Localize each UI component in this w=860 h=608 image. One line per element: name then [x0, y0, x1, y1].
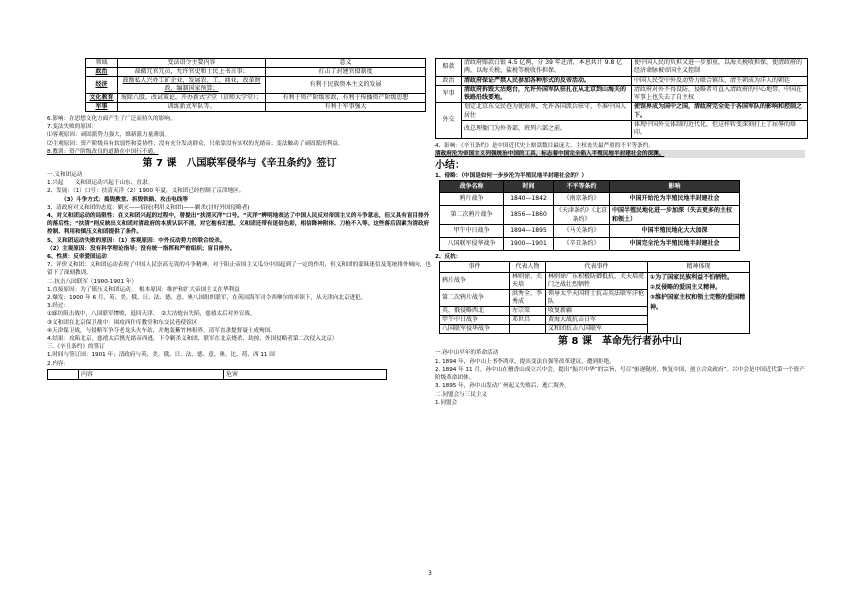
lesson7-body [47, 171, 432, 368]
table-cell: 领导太平天国将士抗击英法联军洋枪队 [546, 290, 648, 307]
table-cell: 军事 [436, 85, 462, 103]
table-row [86, 77, 426, 94]
text-line: 三.《辛丑条约》的签订 [47, 344, 105, 351]
table-cell: 训练新式军队等。 [118, 103, 266, 112]
text-line: 1.同盟会 [435, 399, 458, 406]
table-cell [510, 325, 546, 334]
resistance-table [439, 261, 750, 334]
table-cell: 1894—1895 [504, 225, 554, 238]
text-line: 二.同盟会与三民主义 [435, 391, 488, 398]
table-cell: 义和团抗击八国联军 [546, 325, 648, 334]
text-line: 4.结果：攻陷北京，慈禧太后携光绪帝西逃，下令剿杀义和团，联军在北京烧杀、劫掠，外国侵略者第二次侵入北京） [47, 336, 338, 343]
table-cell: 政治 [436, 76, 462, 85]
table-cell: 裁撤冗官冗员，允许官吏和士民上书言事； [118, 68, 266, 77]
text-line: 一.义和团运动 [47, 172, 83, 179]
table-header: 代表人物 [510, 262, 546, 273]
table-cell: 有利于资产阶级参政，有利于传播资产阶级思想 [266, 94, 426, 103]
table-cell: 邓世昌 [510, 316, 546, 325]
table-cell: 林则徐广东积极防御抵抗、关天培虎门之战壮烈牺牲 [546, 273, 648, 290]
table-header: 时间 [504, 181, 554, 193]
table-cell: 英、俄侵略西北 [440, 307, 510, 316]
table-cell: 《南京条约》 [554, 193, 610, 206]
wars-table [439, 180, 740, 251]
table-row [86, 94, 426, 103]
table-header: 事件 [440, 262, 510, 273]
text-line: 2.内容： [47, 360, 70, 367]
table-cell: 鸦片战争 [440, 193, 504, 206]
lesson8-body [435, 349, 805, 406]
table-cell: 划定北京东交民巷为使馆界，允许各国派兵驻守，不准中国人居住 [462, 103, 632, 121]
text-line: 6、性质：反帝爱国运动 [47, 254, 107, 261]
text-line: 一.孙中山早年的革命活动 [435, 350, 499, 357]
table-row [440, 193, 740, 206]
table-row [440, 238, 740, 251]
text-line: 1. 1894 年，孙中山上书李鸿章，提出变法自强等改革建议，遭到拒绝。 [435, 358, 615, 365]
text-line: 5、义和团运动失败的原因：（1）客观原因：中外反动势力的联合绞杀。 [47, 237, 226, 244]
table-header-row [440, 262, 750, 273]
table-cell: 第二次鸦片战争 [440, 290, 510, 307]
table-cell: 《辛丑条约》 [554, 238, 610, 251]
table-header: 危害 [224, 369, 387, 379]
text-line: 二.抗击八国联军（1900-1901 年） [47, 278, 137, 285]
table-cell: 有利于民族资本主义的发展 [266, 77, 426, 94]
text-line: 2、发展：（1）口号：扶清灭洋（2）1900 年夏，义和团已经控制了京津地区。 [47, 188, 245, 195]
text-line: 2.爆发：1900 年 6 月，英、美、俄、日、法、德、意、奥八国组织联军，在英国海军司令西摩尔的率领下，从天津向北京进犯。 [47, 295, 367, 302]
table-row [436, 76, 808, 85]
table-header-row [86, 59, 426, 68]
table-row [86, 68, 426, 77]
treaty-content-table [47, 369, 387, 380]
table-cell: 甲午中日战争 [440, 225, 504, 238]
reform-table [85, 58, 426, 112]
text-line: 清政府沦为帝国主义列强统治中国的工具，标志着中国完全陷入半殖民地半封建社会的深渊。 [435, 150, 805, 158]
table-header: 不平等条约 [554, 181, 610, 193]
table-cell: 鼓励私人兴办工矿企业，发展农、工、商业，改革财政，编制国家预算； [118, 77, 266, 94]
table-row [436, 103, 808, 121]
right-column [435, 58, 805, 407]
text-line: 4、影响：《辛丑条约》是中国近代史上赔款数目最庞大、主权丧失最严重的不平等条约。 [435, 142, 654, 149]
text-line: 7、评价义和团：义和团运动表现了中国人民崇高无畏的斗争精神，对于阻止帝国主义瓜分中国起到了一定的作用，但义和团的蒙昧迷信及笼统排外倾向，也留下了深刻教训。 [47, 262, 431, 277]
table-cell: 清政府拆毁大沽炮台，允许外国军队驻扎在从北京到山海关的铁路沿线要地。 [462, 85, 632, 103]
text-line: 3. 1895 年，孙中山发动广州起义失败后，逃亡海外。 [435, 383, 571, 390]
table-row [436, 85, 808, 103]
table-cell: 林则徐、关天培 [510, 273, 546, 290]
table-cell: 1856—1860 [504, 206, 554, 225]
table-cell: 洪秀全、李秀成 [510, 290, 546, 307]
lesson8-title: 第 8 课 革命先行者孙中山 [558, 336, 682, 348]
table-cell: 有利于军事强大 [266, 103, 426, 112]
table-cell: 《天津条约》《北京条约》 [554, 206, 610, 225]
table-cell: 外交 [436, 103, 462, 138]
table-cell: 打击了封建官僚制度 [266, 68, 426, 77]
text-line: 6.影响：在思想文化方面产生了广泛而持久的影响。 [47, 116, 176, 122]
table-cell: 经济 [86, 77, 118, 94]
left-column [47, 58, 432, 380]
table-cell: 左宗棠 [510, 307, 546, 316]
table-row [436, 121, 808, 139]
table-cell: 中国半殖民地化进一步加深（失去更多的主权和领土） [610, 206, 740, 225]
table-cell: 中国人民受中外反动势力联合镇压，清王朝成为洋人的朝廷 [632, 76, 808, 85]
table-cell [48, 369, 79, 379]
text-line: ④天津保卫战，与侵略军争夺老龙头火车站，并炮轰紫竹林租界，清军直隶提督聂士成殉国。 [47, 327, 276, 334]
spirit-cell [648, 273, 750, 334]
table-header: 变法诏令主要内容 [118, 59, 266, 68]
table-header: 战争名称 [440, 181, 504, 193]
table-cell: 废除八股，改试策论，开办新式学堂（京师大学堂）； [118, 94, 266, 103]
text-line: ①廊坊阻击战中，八国联军惨败，退回天津。 ②大沽炮台失陷，慈禧太后对外宣战。 [47, 311, 256, 318]
table-cell: 甲午中日战争 [440, 316, 510, 325]
spirit-line: ①为了国家民族利益不怕牺牲。 [650, 274, 734, 282]
text-line: 2、反抗： [435, 254, 462, 261]
page-number: 3 [428, 570, 432, 577]
table-cell: 中国开始沦为半殖民地半封建社会 [610, 193, 740, 206]
table-cell: 中国半殖民地化大大加深 [610, 225, 740, 238]
table-cell: 清政府赔款白银 4.5 亿两，分 39 年还清，本息共计 9.8 亿两，以海关税、盐税等税收作担保。 [462, 59, 632, 77]
table-cell: 改总理衙门为外务部，班列六部之前。 [462, 121, 632, 139]
text-line: 4、对义和团运动的局限性：在义和团兴起的过程中，曾提出“扶清灭洋”口号。“灭洋”辨明地表达了中国人民反对帝国主义的斗争意志，但又具有盲目排外的落后性；“扶清”则反映出义和团对清政府的本质认识不清，对它抱有幻想。义和团还带有迷信色彩，相信降神附体、刀枪不入等。这些落后因素为清政府控制、利用和镇压义和团提供了条件。 [47, 213, 430, 236]
text-line: 3、清政府对义和团的态度：剿灭——招抚(利用义和团)——剿杀(讨好外国侵略者) [47, 204, 250, 211]
table-header: 精神体现 [648, 262, 750, 273]
text-line: 2. 1894 年 11 月，孙中山在檀香山成立兴中会，提出“振兴中华”的宗旨，号召“驱逐鞑虏，恢复中国，创立合众政府”。兴中会是中国近代第一个资产阶级革命团体。 [435, 366, 805, 382]
table-cell: 中国完全沦为半殖民地半封建社会 [610, 238, 740, 251]
table-cell: 1900—1901 [504, 238, 554, 251]
table-cell: 1840—1842 [504, 193, 554, 206]
table-row [436, 59, 808, 77]
treaty-table [435, 58, 808, 139]
table-row [86, 103, 426, 112]
text-line: ③义和团在北京保卫战中：围攻西什库教堂和东交民巷使馆区 [47, 319, 198, 326]
table-cell: 使中国人民的负担又进一步加重，以海关税收担保，使清政府的经济命脉被帝国主义控制 [632, 59, 808, 77]
table-cell: 清政府保证严禁人民参加各种形式的反帝活动。 [462, 76, 632, 85]
text-line: （2）主观原因：没有科学理论指导；没有统一指挥和严密组织；盲目排外。 [47, 245, 236, 252]
table-cell: 黄海大战抗击日军 [546, 316, 648, 325]
text-line: 1.兴起 义和团运动兴起于山东、直隶。 [47, 180, 154, 187]
table-row [440, 225, 740, 238]
text-line: ⑵主观原因：资产阶级具有软弱性和妥协性；没有充分发动群众，只依靠没有实权的光绪帝；变法触动了顽固派的利益。 [47, 140, 344, 147]
table-cell: 收复新疆 [546, 307, 648, 316]
table-cell: 政治 [86, 68, 118, 77]
spirit-line: ②反侵略的爱国主义精神。 [650, 284, 722, 292]
table-row [440, 273, 750, 290]
table-cell: 使馆界成为国中之国，清政府完全处于各国军队的影响和控制之下。 [632, 103, 808, 121]
table-header: 影响 [610, 181, 740, 193]
table-cell: 体现中国外交体制的近代化，但这样转变深刻打上了屈辱的烙印。 [632, 121, 808, 139]
table-header: 领域 [86, 59, 118, 68]
text-line: （3）斗争方式：捣毁教堂、拆毁铁路、攻击电线等 [47, 196, 188, 203]
text-line: 1.直接原因：为了镇压义和团运动。 根本原因：维护和扩大帝国主义在华利益 [47, 286, 240, 293]
table-cell: 清政府对外不得设防，侵略者可直入清政府的中心地带，中国在军事上也失去了自主权 [632, 85, 808, 103]
table-cell: 第二次鸦片战争 [440, 206, 504, 225]
table-cell: 八国联军侵华战争 [440, 238, 504, 251]
text-line: 7.变法失败的原因： [47, 124, 98, 131]
lesson7-title: 第 7 课 八国联军侵华与《辛丑条约》签订 [142, 158, 337, 170]
table-row [440, 206, 740, 225]
spirit-line: ③维护国家主权和领土完整的爱国精神。 [650, 294, 746, 312]
table-header: 内容 [79, 369, 224, 379]
table-cell: 八国联军侵华战争 [440, 325, 510, 334]
table-cell: 文化教育 [86, 94, 118, 103]
text-line: 3.经过： [47, 303, 70, 310]
text-line: 1.时间与签订国：1901 年；清政府与英、美、俄、日、法、德、意、奥、比、荷、西 11 国 [47, 352, 275, 359]
table-cell: 赔款 [436, 59, 462, 77]
table-cell: 《马关条约》 [554, 225, 610, 238]
reform-notes [47, 115, 432, 156]
table-header-row [48, 369, 387, 379]
text-line: ⑴客观原因：顽固派势力强大，维新派力量薄弱。 [47, 132, 171, 139]
table-header: 意义 [266, 59, 426, 68]
table-cell: 军事 [86, 103, 118, 112]
table-header-row [440, 181, 740, 193]
table-header: 代表事件 [546, 262, 648, 273]
text-line: 1、侵略：（中国是如何一步步沦为半殖民地半封建社会的？） [435, 173, 588, 180]
summary-heading: 小结： [435, 160, 465, 172]
text-line: 8.教训：资产阶级改良的道路在中国行不通。 [47, 148, 159, 155]
table-cell: 鸦片战争 [440, 273, 510, 290]
